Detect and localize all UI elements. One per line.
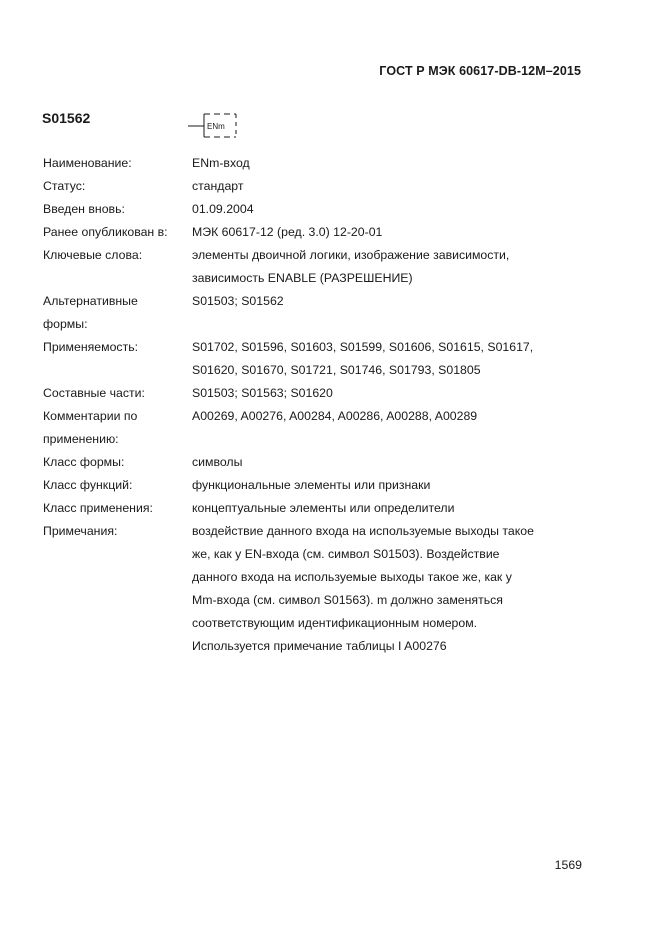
- attribute-value-line: S01620, S01670, S01721, S01746, S01793, S01805: [192, 363, 481, 377]
- attribute-value-line: Mm-входа (см. символ S01563). m должно заменяться: [192, 593, 503, 607]
- attribute-value-line: МЭК 60617-12 (ред. 3.0) 12-20-01: [192, 225, 383, 239]
- attribute-label: [43, 152, 192, 175]
- attribute-value-line: A00269, A00276, A00284, A00286, A00288, A00289: [192, 409, 478, 423]
- attribute-label: [43, 474, 192, 497]
- attribute-label-line: Альтернативные: [43, 294, 138, 308]
- attribute-value-line: функциональные элементы или признаки: [192, 478, 431, 492]
- symbol-label: ENm: [207, 122, 225, 131]
- attribute-value-line: соответствующим идентификационным номером.: [192, 616, 478, 630]
- attribute-row: [43, 474, 603, 497]
- attribute-row: [43, 382, 603, 405]
- attributes-list: [43, 152, 603, 658]
- attribute-row: [43, 198, 603, 221]
- symbol-code: S01562: [42, 110, 91, 126]
- attribute-value: [192, 152, 603, 175]
- attribute-value-line: символы: [192, 455, 243, 469]
- attribute-label-line: Класс функций:: [43, 478, 133, 492]
- attribute-value: [192, 382, 603, 405]
- attribute-label-line: Ранее опубликован в:: [43, 225, 168, 239]
- attribute-label-line: Введен вновь:: [43, 202, 125, 216]
- attribute-value-line: S01503; S01563; S01620: [192, 386, 333, 400]
- attribute-label-line: применению:: [43, 432, 119, 446]
- attribute-label: [43, 175, 192, 198]
- attribute-value-line: стандарт: [192, 179, 244, 193]
- attribute-value: [192, 474, 603, 497]
- attribute-value-line: S01503; S01562: [192, 294, 284, 308]
- attribute-label: [43, 336, 192, 382]
- attribute-row: [43, 244, 603, 290]
- attribute-row: [43, 290, 603, 336]
- attribute-value-line: воздействие данного входа на используемые выходы такое: [192, 524, 534, 538]
- attribute-label-line: Примечания:: [43, 524, 118, 538]
- attribute-label-line: Наименование:: [43, 156, 132, 170]
- enm-input-symbol: [188, 110, 248, 138]
- attribute-row: [43, 175, 603, 198]
- attribute-row: [43, 152, 603, 175]
- attribute-value: [192, 497, 603, 520]
- attribute-value-line: данного входа на используемые выходы такое же, как у: [192, 570, 512, 584]
- attribute-label-line: Класс применения:: [43, 501, 153, 515]
- attribute-label-line: Составные части:: [43, 386, 145, 400]
- attribute-value-line: S01702, S01596, S01603, S01599, S01606, S01615, S01617,: [192, 340, 534, 354]
- attribute-label-line: формы:: [43, 317, 88, 331]
- attribute-row: [43, 497, 603, 520]
- attribute-value: [192, 175, 603, 198]
- attribute-label: [43, 244, 192, 290]
- attribute-value-line: зависимость ENABLE (РАЗРЕШЕНИЕ): [192, 271, 413, 285]
- attribute-label: [43, 405, 192, 451]
- attribute-label-line: Применяемость:: [43, 340, 139, 354]
- attribute-label-line: Комментарии по: [43, 409, 138, 423]
- attribute-label-line: Ключевые слова:: [43, 248, 143, 262]
- attribute-row: [43, 405, 603, 451]
- attribute-value: [192, 244, 603, 290]
- attribute-row: [43, 336, 603, 382]
- attribute-value: [192, 520, 603, 658]
- attribute-label: [43, 382, 192, 405]
- attribute-label-line: Класс формы:: [43, 455, 125, 469]
- attribute-value: [192, 405, 603, 451]
- attribute-value-line: элементы двоичной логики, изображение зависимости,: [192, 248, 510, 262]
- attribute-value-line: ENm-вход: [192, 156, 250, 170]
- attribute-value: [192, 198, 603, 221]
- attribute-row: [43, 221, 603, 244]
- attribute-label: [43, 520, 192, 658]
- attribute-label: [43, 497, 192, 520]
- document-standard-header: ГОСТ Р МЭК 60617-DB-12M–2015: [379, 64, 581, 78]
- attribute-row: [43, 520, 603, 658]
- attribute-value: [192, 451, 603, 474]
- attribute-value-line: концептуальные элементы или определители: [192, 501, 455, 515]
- attribute-label: [43, 221, 192, 244]
- attribute-label: [43, 198, 192, 221]
- page-number: 1569: [554, 858, 582, 872]
- attribute-row: [43, 451, 603, 474]
- attribute-label-line: Статус:: [43, 179, 86, 193]
- attribute-value: [192, 221, 603, 244]
- attribute-value: [192, 290, 603, 336]
- attribute-value-line: Используется примечание таблицы I A00276: [192, 639, 447, 653]
- attribute-value-line: 01.09.2004: [192, 202, 254, 216]
- attribute-value-line: же, как у EN-входа (см. символ S01503). Воздействие: [192, 547, 500, 561]
- attribute-label: [43, 290, 192, 336]
- attribute-label: [43, 451, 192, 474]
- attribute-value: [192, 336, 603, 382]
